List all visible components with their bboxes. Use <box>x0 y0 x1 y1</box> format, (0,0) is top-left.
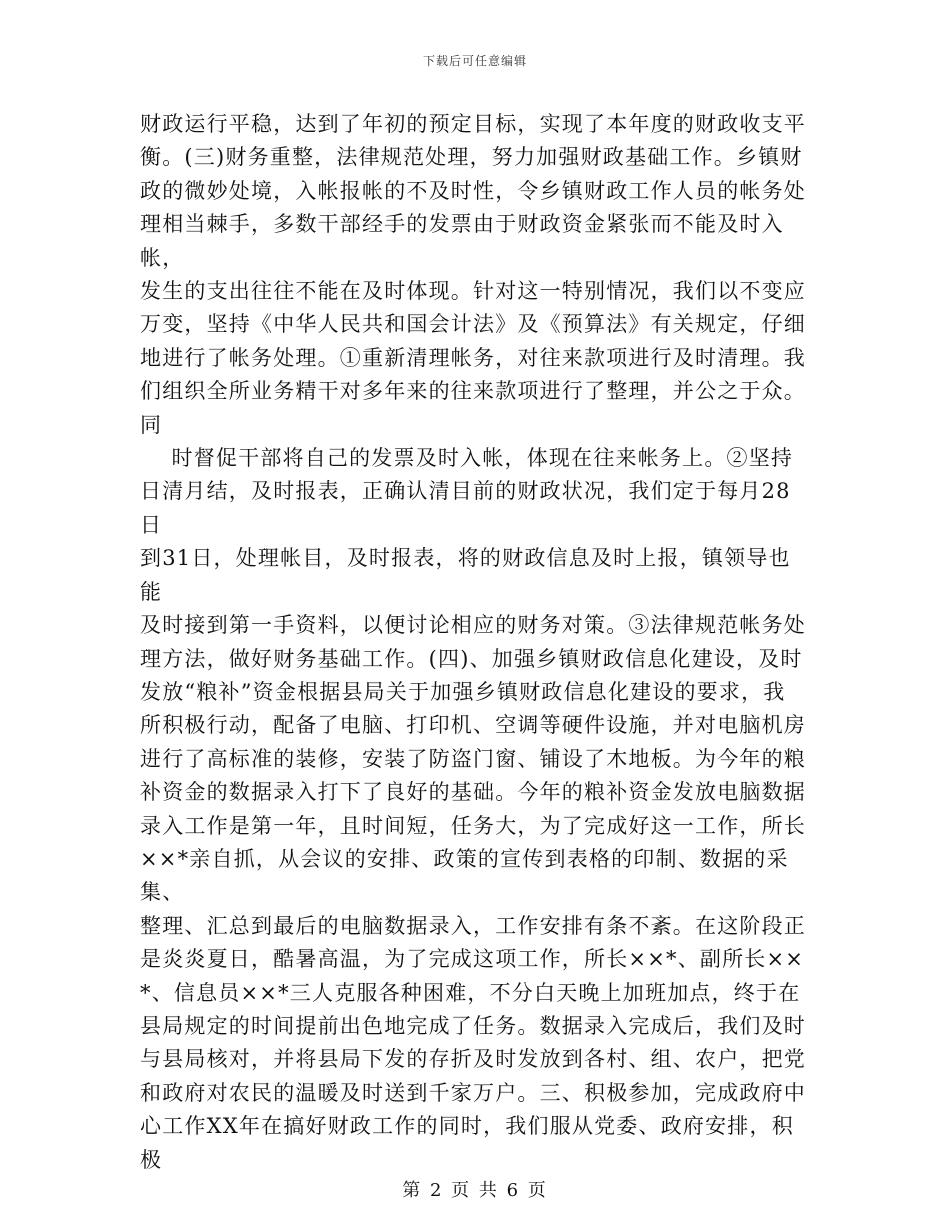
page-number-footer: 第 2 页 共 6 页 <box>402 1180 548 1201</box>
page-header-note: 下载后可任意编辑 <box>422 54 527 68</box>
document-body-text: 财政运行平稳，达到了年初的预定目标，实现了本年度的财政收支平 衡。(三)财务重整，法律规范处理，努力加强财政基础工作。乡镇财 政的微妙处境，入帐报帐的不及时性，令乡镇财政工作人员的帐务处 理相当棘手，多数干部经手的发票由于财政资金紧张而不能及时入帐， 发生的支出往往不能在及时体现。针对这一特别情况，我们以不变应 万变，坚持《中华人民共和国会计法》及《预算法》有关规定，仔细 地进行了帐务处理。①重新清理帐务，对往来款项进行及时清理。我 们组织全所业务精干对多年来的往来款项进行了整理，并公之于众。 同 时督促干部将自己的发票及时入帐，体现在往来帐务上。②坚持 日清月结，及时报表，正确认清目前的财政状况，我们定于每月28日 到31日，处理帐目，及时报表，将的财政信息及时上报，镇领导也能 及时接到第一手资料，以便讨论相应的财务对策。③法律规范帐务处 理方法，做好财务基础工作。(四)、加强乡镇财政信息化建设，及时 发放“粮补”资金根据县局关于加强乡镇财政信息化建设的要求，我 所积极行动，配备了电脑、打印机、空调等硬件设施，并对电脑机房 进行了高标准的装修，安装了防盗门窗、铺设了木地板。为今年的粮 补资金的数据录入打下了良好的基础。今年的粮补资金发放电脑数据 录入工作是第一年，且时间短，任务大，为了完成好这一工作，所长 ××*亲自抓，从会议的安排、政策的宣传到表格的印制、数据的采集、 整理、汇总到最后的电脑数据录入，工作安排有条不紊。在这阶段正 是炎炎夏日，酷暑高温，为了完成这项工作，所长××*、副所长×× *、信息员××*三人克服各种困难，不分白天晚上加班加点，终于在 县局规定的时间提前出色地完成了任务。数据录入完成后，我们及时 与县局核对，并将县局下发的存折及时发放到各村、组、农户，把党 和政府对农民的温暖及时送到千家万户。三、积极参加，完成政府中 心工作XX年在搞好财政工作的同时，我们服从党委、政府安排，积极 <box>140 112 806 1172</box>
